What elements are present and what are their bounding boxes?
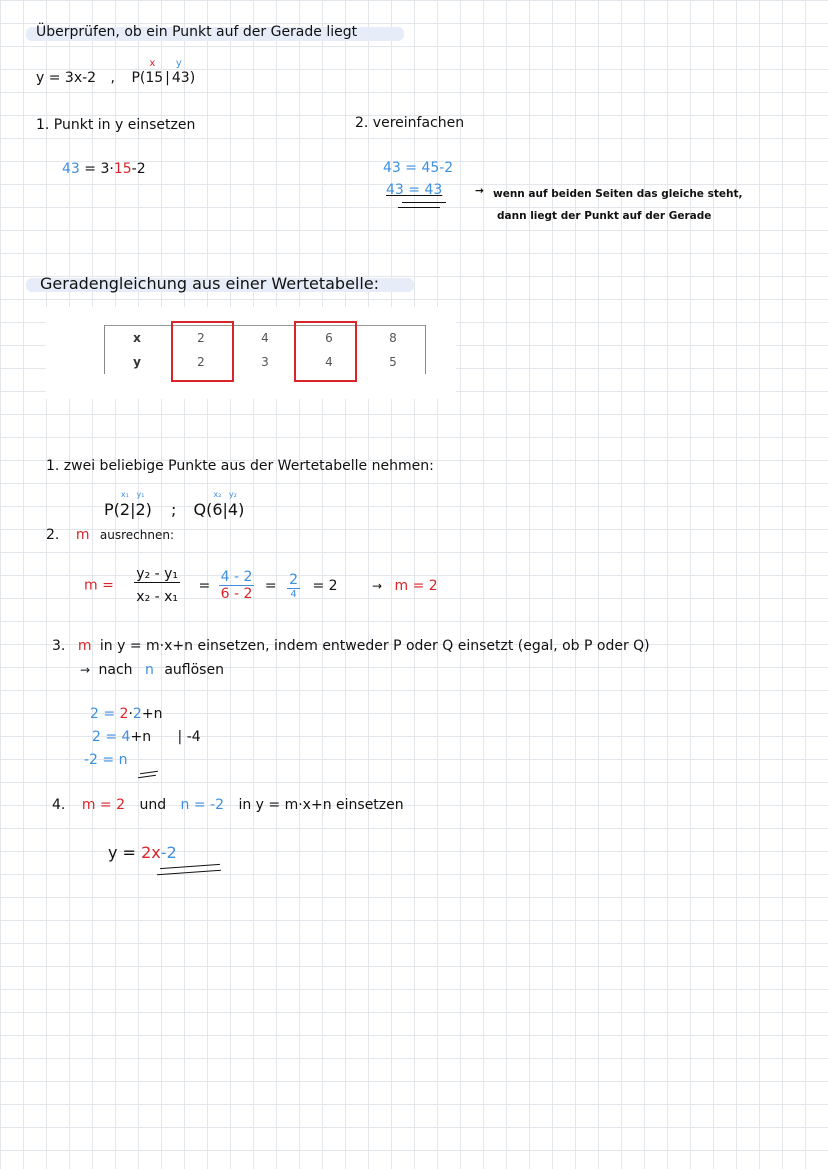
section2-step4: 4. m = 2 und n = -2 in y = m·x+n einsetzen: [52, 797, 404, 813]
section1-equation: [36, 58, 196, 86]
point-suffix: ): [189, 70, 196, 86]
point-bar: |: [165, 70, 170, 86]
table-row-label: x: [105, 326, 170, 351]
double-underline-mark: [160, 864, 220, 869]
slope-calculation: m = $\frac{\text{y₂ - y₁}}{\text{x₂ - x₁}}$ = $\frac{4 - 2}{6 - 2}$ = $\frac{2}{4}$ = 2 → m = 2: [84, 566, 438, 605]
calc-line-2: 2 = 4+n | -4: [92, 729, 201, 745]
table-row-label: y: [105, 350, 170, 374]
chosen-points: P( x₁ 2| y₁ 2) ; Q( x₂ 6| y₂ 4): [104, 490, 245, 519]
table-cell: 4: [261, 331, 269, 345]
note-line1: wenn auf beiden Seiten das gleiche steht,: [493, 188, 743, 200]
note-arrow: →: [475, 185, 484, 197]
table-row: [105, 350, 426, 374]
point-y-label: y: [175, 58, 182, 69]
section1-step1-calc: 43 = 3·15-2: [62, 161, 146, 177]
table-cell: 2: [197, 355, 205, 369]
table-cell: 4: [325, 355, 333, 369]
calc-line-1: 2 = 2·2+n: [90, 706, 163, 722]
value-table-wrapper: [104, 325, 426, 374]
table-cell: 2: [197, 331, 205, 345]
note-line2: dann liegt der Punkt auf der Gerade: [497, 210, 712, 222]
point-x: x 15: [145, 58, 164, 86]
double-underline-mark: [402, 202, 446, 203]
table-cell: 6: [325, 331, 333, 345]
point-y: y 43: [171, 58, 190, 86]
double-underline-mark: [138, 775, 156, 778]
table-cell: 5: [361, 350, 426, 374]
section2-step2: 2. m ausrechnen:: [46, 527, 175, 543]
value-table: [104, 325, 426, 374]
final-equation: y = 2x-2: [108, 843, 177, 862]
highlight-box-column-2: [171, 321, 234, 382]
section1-title: Überprüfen, ob ein Punkt auf der Gerade liegt: [36, 24, 358, 40]
section1-step1-heading: 1. Punkt in y einsetzen: [36, 117, 196, 133]
equation-text: y = 3x-2: [36, 70, 97, 86]
point-separator: ,: [110, 70, 115, 86]
section1-step2-heading: 2. vereinfachen: [355, 115, 465, 131]
section2-step1: 1. zwei beliebige Punkte aus der Wertetabelle nehmen:: [46, 458, 434, 474]
section1-step2-line1: 43 = 45-2: [383, 160, 454, 176]
highlight-box-column-6: [294, 321, 357, 382]
calc-line-3: -2 = n: [84, 752, 128, 768]
table-cell: 8: [361, 326, 426, 351]
point-prefix: P(: [131, 70, 146, 86]
double-underline-mark: [398, 207, 440, 208]
table-row: [105, 326, 426, 351]
section1-step2-line2: 43 = 43: [386, 182, 443, 198]
double-underline-mark: [157, 870, 221, 875]
table-cell: 3: [261, 355, 269, 369]
point-x-label: x: [149, 58, 156, 69]
section2-step3-sub: → nach n auflösen: [80, 662, 224, 678]
section2-title: Geradengleichung aus einer Wertetabelle:: [40, 274, 380, 293]
section2-step3: 3. m in y = m·x+n einsetzen, indem entweder P oder Q einsetzt (egal, ob P oder Q): [52, 638, 650, 654]
